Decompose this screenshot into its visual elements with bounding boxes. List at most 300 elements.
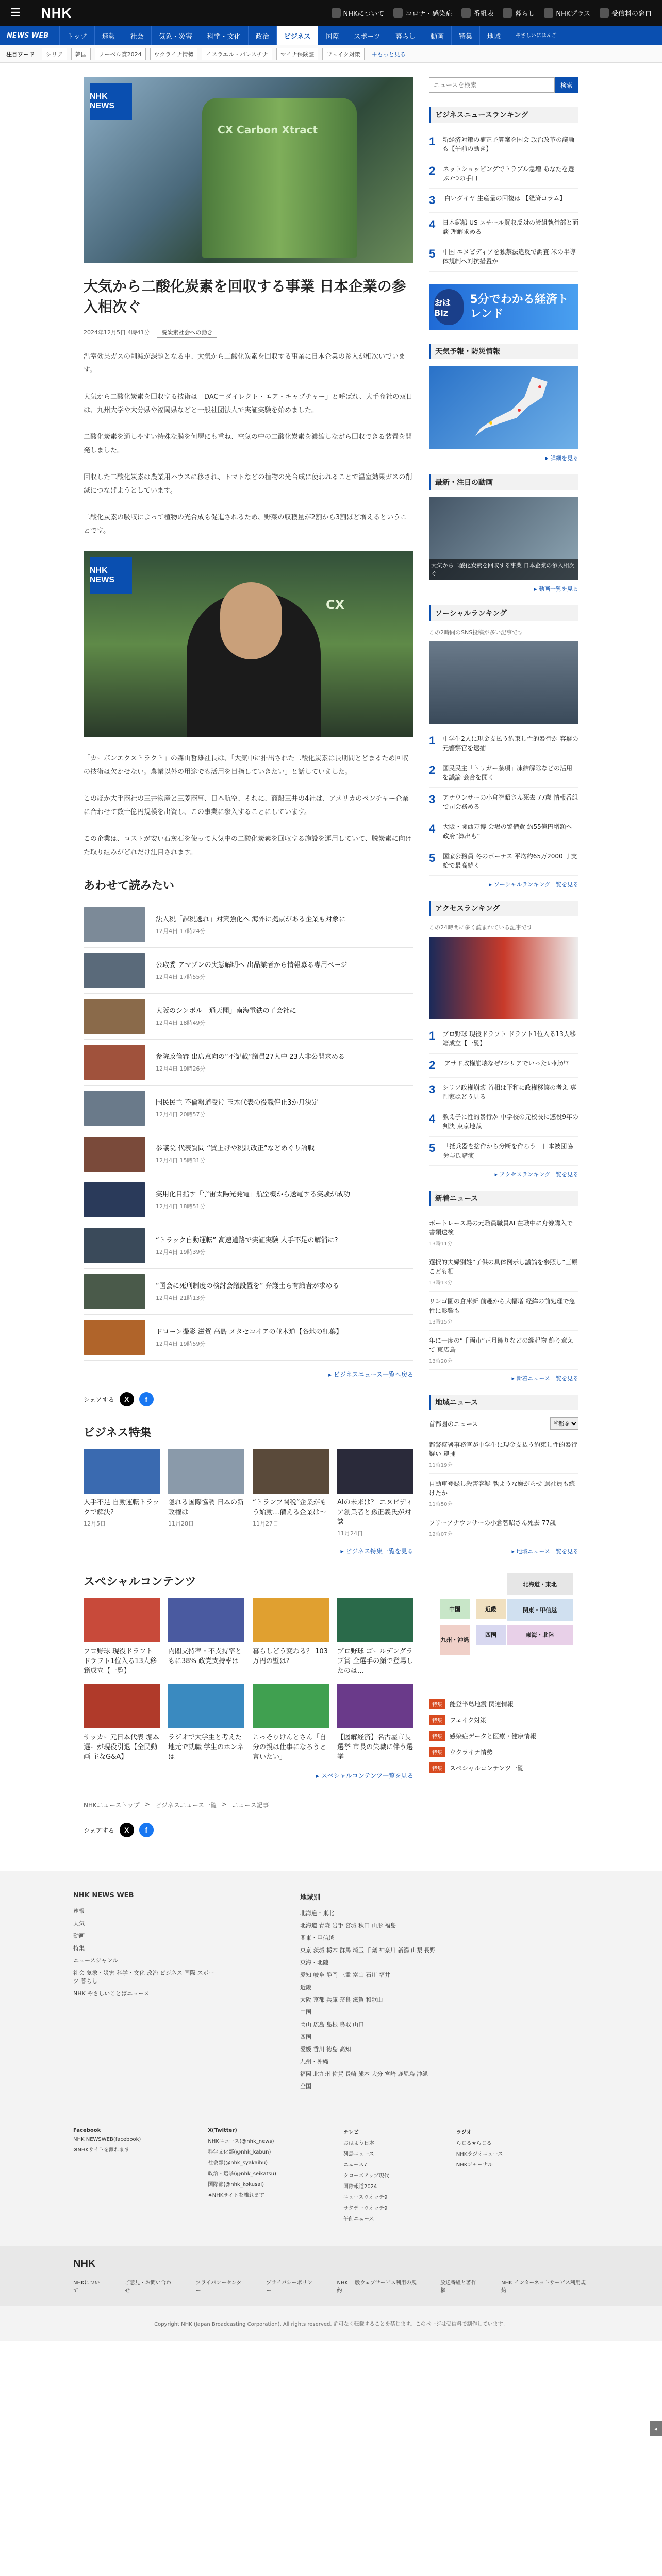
news-item[interactable] <box>429 1213 578 1252</box>
biz-feature-image <box>253 1449 329 1494</box>
footer-region-row[interactable]: 福岡 北九州 佐賀 長崎 熊本 大分 宮崎 鹿児島 沖縄 <box>300 2071 428 2077</box>
footer-sns-link[interactable]: ニュース7 <box>343 2162 367 2168</box>
footer-sns-link[interactable]: らじる★らじる <box>456 2141 492 2146</box>
special-tag-item[interactable] <box>429 1747 578 1757</box>
related-title: 大阪のシンボル「通天閣」南海電鉄の子会社に <box>156 1007 296 1015</box>
top-link[interactable] <box>503 8 535 18</box>
nav-item[interactable]: トップ <box>59 26 94 45</box>
japan-map-icon <box>429 366 578 449</box>
related-more-link[interactable]: ▸ ビジネスニュース一覧へ戻る <box>328 1371 413 1378</box>
biz-feature-card[interactable] <box>168 1449 244 1537</box>
local-news-label: 首都圏のニュース <box>429 1420 478 1428</box>
top-link-label: NHKについて <box>343 10 385 18</box>
related-text <box>156 1098 319 1118</box>
ranking-number: 5 <box>429 852 436 865</box>
keyword-more-link[interactable]: ＋もっと見る <box>371 50 406 58</box>
nav-item[interactable]: 暮らし <box>388 26 423 45</box>
related-thumbnail <box>84 1274 145 1309</box>
special-title: プロ野球 ゴールデングラブ賞 全選手の顔で登場したのは… <box>337 1648 413 1675</box>
ranking-title: プロ野球 現役ドラフト ドラフト1位入る13人移籍成立【一覧】 <box>442 1030 576 1047</box>
related-thumbnail <box>84 1091 145 1126</box>
related-title: 参院政倫審 出席意向の“不記載”議員27人中 23人非公開求める <box>156 1053 345 1061</box>
special-tag-list <box>429 1699 578 1773</box>
ranking-number: 2 <box>429 764 436 776</box>
keyword-chip[interactable]: イスラエル・パレスチナ <box>202 48 272 60</box>
social-ranking-list <box>429 729 578 876</box>
related-item[interactable] <box>84 1177 413 1223</box>
menu-icon[interactable]: ☰ <box>10 6 21 20</box>
nav-item[interactable]: 速報 <box>94 26 123 45</box>
local-news-more-link[interactable]: ▸ 地域ニュース一覧を見る <box>511 1548 578 1555</box>
keyword-chip[interactable]: フェイク対策 <box>322 48 364 60</box>
search-input[interactable] <box>429 77 555 93</box>
special-grid <box>84 1598 413 1762</box>
keyword-chip[interactable]: シリア <box>42 48 67 60</box>
special-tag-badge: 特集 <box>429 1699 445 1709</box>
biz-feature-title: “トランプ関税”企業がもう始動…備える企業は～ <box>253 1499 327 1516</box>
special-card[interactable] <box>253 1598 329 1676</box>
ranking-number: 3 <box>429 194 436 207</box>
footer-bottom <box>0 2246 662 2306</box>
top-link[interactable] <box>461 8 493 18</box>
footer-sns-col <box>456 2128 503 2225</box>
biz-feature-heading: ビジネス特集 <box>84 1427 152 1439</box>
ranking-item[interactable] <box>429 1107 578 1137</box>
ranking-title: ネットショッピングでトラブル急増 あなたを選ぶ7つの手口 <box>443 165 574 182</box>
nav-item[interactable]: 動画 <box>423 26 451 45</box>
special-tag-item[interactable] <box>429 1762 578 1773</box>
breadcrumb-item: ニュース記事 <box>232 1802 269 1809</box>
footer-sns-link[interactable]: NHKジャーナル <box>456 2162 493 2168</box>
region-button[interactable]: 東海・北陸 <box>506 1624 573 1645</box>
nav-item[interactable]: 気象・災害 <box>151 26 200 45</box>
special-title: ラジオで大学生と考えた 地元で就職 学生のホンネは <box>168 1734 244 1761</box>
footer-sns-link[interactable]: 国際報道2024 <box>343 2184 377 2190</box>
main-column <box>84 77 413 1851</box>
ranking-number: 2 <box>429 1059 436 1072</box>
related-date: 12月4日 17時55分 <box>156 974 206 980</box>
footer-region-row[interactable]: 東京 茨城 栃木 群馬 埼玉 千葉 神奈川 新潟 山梨 長野 <box>300 1947 436 1954</box>
special-tag-badge: 特集 <box>429 1731 445 1741</box>
footer-bottom-link[interactable]: NHK 一般ウェブサービス利用の規約 <box>337 2280 417 2294</box>
facebook-share-icon[interactable]: f <box>139 1392 154 1406</box>
local-news-list <box>429 1435 578 1543</box>
top-link[interactable] <box>393 8 452 18</box>
footer-sns-link[interactable]: クローズアップ現代 <box>343 2173 389 2179</box>
footer-region-row[interactable]: 愛媛 香川 徳島 高知 <box>300 2046 351 2053</box>
ranking-number: 5 <box>429 1142 436 1155</box>
news-item[interactable] <box>429 1474 578 1513</box>
news-title: 年に一度の“千両市”正月飾りなどの縁起物 飾り意えて 東広島 <box>429 1337 574 1353</box>
footer-link[interactable]: 動画 <box>73 1933 85 1939</box>
ranking-item[interactable] <box>429 846 578 876</box>
related-title: 実用化目指す「宇宙太陽光発電」航空機から送電する実験が成功 <box>156 1191 351 1198</box>
breadcrumb-item[interactable]: ビジネスニュース一覧 <box>155 1802 217 1809</box>
region-button[interactable]: 中国 <box>439 1599 470 1619</box>
footer-link[interactable]: 速報 <box>73 1908 85 1914</box>
nhk-logo[interactable]: NHK <box>41 5 72 21</box>
footer-sns-link[interactable]: ※NHKサイトを離れます <box>73 2147 130 2153</box>
top-link[interactable] <box>600 8 652 18</box>
article-paragraph: このほか大手商社の三井物産と三菱商事、日本航空、それに、商船三井の4社は、アメリカのベンチャー企業に合わせて数十億円規模を出資し、この事業に参入することにしています。 <box>84 795 409 816</box>
footer-region-row[interactable]: 四国 <box>300 2033 311 2040</box>
related-text <box>156 1327 342 1348</box>
biz-feature-date: 12月5日 <box>84 1520 106 1527</box>
related-date: 12月4日 17時24分 <box>156 928 206 935</box>
special-image <box>168 1598 244 1642</box>
article-tag[interactable]: 脱炭素社会への動き <box>157 327 217 338</box>
breadcrumb-item[interactable]: NHKニューストップ <box>84 1802 140 1809</box>
footer-region-row[interactable]: 九州・沖縄 <box>300 2058 328 2065</box>
biz-feature-grid <box>84 1449 413 1537</box>
ranking-item[interactable] <box>429 758 578 788</box>
special-card[interactable] <box>84 1684 160 1762</box>
weather-more-link[interactable]: ▸ 詳細を見る <box>545 455 578 462</box>
nav-item[interactable]: 政治 <box>248 26 276 45</box>
footer-sns-link[interactable]: おはよう日本 <box>343 2141 374 2146</box>
ranking-item[interactable] <box>429 1078 578 1107</box>
x-share-icon[interactable]: X <box>120 1392 134 1406</box>
ranking-title: 国家公務員 冬のボーナス 平均約65万2000円 支給で最高続く <box>442 853 577 869</box>
news-title: ボートレース場の元職員職員AI 在職中に舟券購入で書類送検 <box>429 1219 573 1236</box>
ranking-item[interactable] <box>429 817 578 846</box>
keyword-chip[interactable]: ウクライナ情勢 <box>150 48 198 60</box>
news-item[interactable] <box>429 1292 578 1331</box>
tank-label: CX Carbon Xtract <box>218 124 318 136</box>
nav-item[interactable]: 科学・文化 <box>200 26 248 45</box>
news-time: 11時19分 <box>429 1463 453 1468</box>
related-title: 法人税「課税逃れ」対策強化へ 海外に拠点がある企業も対象に <box>156 916 346 923</box>
related-date: 12月4日 19時39分 <box>156 1249 206 1256</box>
ranking-item[interactable] <box>429 729 578 758</box>
footer-sns-title: Facebook <box>73 2128 101 2133</box>
footer-link[interactable]: 社会 気象・災害 科学・文化 政治 ビジネス 国際 スポーツ 暮らし <box>73 1970 214 1985</box>
nhk-news-badge: NHK NEWS <box>90 83 132 120</box>
ranking-number: 4 <box>429 822 436 835</box>
related-item[interactable] <box>84 1086 413 1131</box>
access-more-link[interactable]: ▸ アクセスランキング一覧を見る <box>494 1171 578 1178</box>
footer-region-row[interactable]: 中国 <box>300 2009 311 2015</box>
special-tag-badge: 特集 <box>429 1715 445 1725</box>
search-button[interactable]: 検索 <box>555 77 578 93</box>
news-time: 12時07分 <box>429 1532 453 1537</box>
special-tag-label: 能登半島地震 関連情報 <box>450 1701 514 1708</box>
news-item[interactable] <box>429 1435 578 1474</box>
footer-bottom-link[interactable]: 放送番組と著作権 <box>440 2280 476 2294</box>
news-title: 選択的夫婦別姓“子供の具体例示し議論を参照し”三原こども相 <box>429 1259 578 1275</box>
weather-map[interactable] <box>429 366 578 449</box>
ranking-item[interactable] <box>429 213 578 242</box>
nav-item[interactable]: 社会 <box>123 26 151 45</box>
special-image <box>253 1684 329 1728</box>
related-item[interactable] <box>84 994 413 1040</box>
biz-feature-date: 11月28日 <box>168 1520 194 1527</box>
footer-sns-link[interactable]: 政治・選挙(@nhk_seikatsu) <box>208 2171 276 2177</box>
ranking-item[interactable] <box>429 1137 578 1166</box>
top-link[interactable] <box>332 8 385 18</box>
new-news-list <box>429 1213 578 1370</box>
related-thumbnail <box>84 1228 145 1263</box>
footer-bottom-link[interactable]: NHKについて <box>73 2280 100 2294</box>
ranking-number: 3 <box>429 1083 436 1096</box>
biz-feature-card[interactable] <box>84 1449 160 1537</box>
footer-sns-col <box>208 2128 276 2225</box>
social-more-link[interactable]: ▸ ソーシャルランキング一覧を見る <box>489 881 578 888</box>
scroll-top-button[interactable]: ◂ <box>650 2421 662 2436</box>
special-title: 【図解経済】名古屋市長選挙 市長の失職に伴う選挙 <box>337 1734 413 1761</box>
ranking-number: 1 <box>429 734 436 747</box>
footer-link[interactable]: NHK やさしいことばニュース <box>73 1990 150 1997</box>
ranking-title: 中国 エヌビディアを独禁法違反で調査 米の半導体規制へ対抗措置か <box>442 248 576 265</box>
nav-item-easy-japanese[interactable]: やさしいにほんご <box>508 26 564 45</box>
related-item[interactable] <box>84 1040 413 1086</box>
related-text <box>156 1144 315 1164</box>
region-button[interactable]: 九州・沖縄 <box>439 1624 470 1655</box>
footer-sns-title: X(Twitter) <box>208 2128 237 2133</box>
footer-sns-col <box>73 2128 141 2225</box>
related-thumbnail <box>84 1182 145 1217</box>
top-link-label: NHKプラス <box>556 10 590 18</box>
special-tag-label: ウクライナ情勢 <box>450 1749 493 1756</box>
footer-bottom-link[interactable]: NHK インターネットサービス利用規約 <box>501 2280 586 2294</box>
footer-sns-link[interactable]: NHKラジオニュース <box>456 2151 503 2157</box>
top-link-label: 番組表 <box>473 10 494 18</box>
special-card[interactable] <box>84 1598 160 1676</box>
ranking-title: 「抵兵器を捨作から分断を作ろう」日本被団協 労与氏講演 <box>443 1143 573 1159</box>
footer-col2 <box>300 1909 506 2090</box>
ranking-number: 1 <box>429 1029 436 1042</box>
related-title: 国民民主 不倫報道受け 玉木代表の役職停止3か月決定 <box>156 1099 319 1107</box>
footer-bottom-link[interactable]: ご意見・お問い合わせ <box>124 2280 171 2294</box>
news-title: フリーアナウンサーの小倉智昭さん死去 77歳 <box>429 1519 556 1527</box>
footer-link[interactable]: ニュースジャンル <box>73 1957 118 1964</box>
news-item[interactable] <box>429 1331 578 1370</box>
footer-sns-link[interactable]: ニュースウオッチ9 <box>343 2195 388 2200</box>
keyword-chip[interactable]: ノーベル賞2024 <box>95 48 146 60</box>
special-tag-label: フェイク対策 <box>450 1717 487 1724</box>
related-item[interactable] <box>84 1315 413 1361</box>
special-image <box>337 1598 413 1642</box>
top-link-label: 受信料の窓口 <box>611 10 652 18</box>
special-title: プロ野球 現役ドラフト ドラフト1位入る13人移籍成立【一覧】 <box>84 1648 157 1675</box>
news-title: 自動車登録し殺害容疑 執ような嫌がらせ 遺社員も続けたか <box>429 1480 575 1497</box>
footer-region-row[interactable]: 愛知 岐阜 静岡 三重 富山 石川 福井 <box>300 1972 390 1978</box>
ranking-item[interactable] <box>429 1054 578 1078</box>
related-item[interactable] <box>84 1131 413 1177</box>
related-date: 12月4日 15時31分 <box>156 1157 206 1164</box>
footer-region-row[interactable]: 近畿 <box>300 1984 311 1991</box>
region-button[interactable]: 四国 <box>475 1624 506 1645</box>
ohabiz-banner[interactable] <box>429 284 578 330</box>
ranking-item[interactable] <box>429 1024 578 1054</box>
footer-sns-link[interactable]: 国際部(@nhk_kokusai) <box>208 2182 264 2188</box>
biz-feature-date: 11月27日 <box>253 1520 278 1527</box>
footer-sns-link[interactable]: サタデーウオッチ9 <box>343 2206 388 2211</box>
hero-image <box>84 77 413 263</box>
special-tag-item[interactable] <box>429 1715 578 1725</box>
search-box <box>429 77 578 93</box>
article-photo <box>84 551 413 737</box>
top-link[interactable] <box>544 8 590 18</box>
related-text <box>156 914 345 935</box>
video-thumbnail[interactable] <box>429 497 578 580</box>
special-card[interactable] <box>337 1684 413 1762</box>
footer-sns-link[interactable]: ※NHKサイトを離れます <box>208 2193 264 2198</box>
special-image <box>84 1598 160 1642</box>
ranking-item[interactable] <box>429 788 578 817</box>
video-more-link[interactable]: ▸ 動画一覧を見る <box>534 586 578 592</box>
news-title: リンゴ園の倉庫新 前趣から大幅増 経緯の前処理で急性に影響も <box>429 1298 575 1314</box>
footer-bottom-link[interactable]: プライバシーセンター <box>195 2280 242 2294</box>
ranking-title: 国民民主「トリガー条項」凍結解除などの活用を議論 会合を開く <box>442 765 573 781</box>
article-paragraph: 二酸化炭素の吸収によって植物の光合成も促進されるため、野菜の収穫量が2割から3割ほど増えるということです。 <box>84 514 407 535</box>
related-text <box>156 1235 338 1256</box>
biz-feature-image <box>337 1449 413 1494</box>
weather-heading: 天気予報・防災情報 <box>429 344 578 359</box>
biz-feature-more-link[interactable]: ▸ ビジネス特集一覧を見る <box>340 1548 413 1555</box>
footer-sns-link[interactable]: 列島ニュース <box>343 2151 374 2157</box>
photo-face <box>220 582 282 659</box>
news-item[interactable] <box>429 1513 578 1543</box>
special-card[interactable] <box>168 1684 244 1762</box>
footer-sns-link[interactable]: 社会部(@nhk_syakaibu) <box>208 2160 268 2166</box>
biz-feature-date: 11月24日 <box>337 1530 363 1537</box>
related-list <box>84 902 413 1361</box>
ranking-item[interactable] <box>429 159 578 189</box>
footer-logo[interactable]: NHK <box>73 2258 96 2269</box>
related-thumbnail <box>84 1045 145 1080</box>
footer-region-row[interactable]: 北海道 青森 岩手 宮城 秋田 山形 福島 <box>300 1922 396 1929</box>
biz-feature-title: 人手不足 自動運転トラックで解決? <box>84 1499 159 1516</box>
video-caption: 大気から二酸化炭素を回収する事業 日本企業の参入相次ぐ <box>429 559 578 580</box>
ranking-number: 4 <box>429 1112 436 1125</box>
footer-bottom-link[interactable]: プライバシーポリシー <box>266 2280 312 2294</box>
access-ranking-list <box>429 1024 578 1166</box>
footer-sns-link[interactable]: NHK NEWSWEB(facebook) <box>73 2137 141 2142</box>
nav-item[interactable]: ビジネス <box>276 26 318 45</box>
footer-region-row[interactable]: 関東・甲信越 <box>300 1935 334 1941</box>
article-paragraph: 温室効果ガスの削減が課題となる中、大気から二酸化炭素を回収する事業に日本企業の参入が相次いでいます。 <box>84 353 406 374</box>
photo-cx-logo: CX <box>326 598 345 612</box>
x-share-icon[interactable]: X <box>120 1823 134 1837</box>
share-bar <box>84 1392 413 1406</box>
related-date: 12月4日 19時26分 <box>156 1065 206 1072</box>
nav-item[interactable]: 地域 <box>479 26 508 45</box>
facebook-share-icon[interactable]: f <box>139 1823 154 1837</box>
footer-region-row[interactable]: 大阪 京都 兵庫 奈良 滋賀 和歌山 <box>300 1996 383 2003</box>
dac-device <box>202 98 357 258</box>
footer-region-row[interactable]: 東海・北陸 <box>300 1959 328 1966</box>
social-heading: ソーシャルランキング <box>429 605 578 621</box>
top-link-icon <box>600 8 609 18</box>
footer-links <box>73 2278 589 2294</box>
breadcrumb <box>84 1801 413 1809</box>
nav-item[interactable]: 国際 <box>318 26 346 45</box>
footer-sns-title: テレビ <box>343 2130 359 2136</box>
special-tag-item[interactable] <box>429 1731 578 1741</box>
news-item[interactable] <box>429 1252 578 1292</box>
news-time: 13時13分 <box>429 1280 453 1286</box>
nhk-news-badge: NHK NEWS <box>90 557 132 594</box>
ranking-title: 大阪・関西万博 会場の警備費 約55億円増額へ 政府“算出も” <box>442 823 572 840</box>
related-thumbnail <box>84 1137 145 1172</box>
keyword-chip[interactable]: マイナ保険証 <box>276 48 319 60</box>
biz-feature-title: 隠れる国際協調 日本の新政権は <box>168 1499 244 1516</box>
related-item[interactable] <box>84 1269 413 1315</box>
ranking-item[interactable] <box>429 130 578 159</box>
biz-feature-image <box>168 1449 244 1494</box>
access-thumbnail[interactable] <box>429 937 578 1019</box>
news-web-brand[interactable]: NEWS WEB <box>7 31 49 40</box>
sidebar <box>429 77 578 1851</box>
ranking-title: 日本郵船 US スチール買収反対の労組執行部と面談 理解求める <box>442 219 578 235</box>
local-news-heading: 地域ニュース <box>429 1395 578 1410</box>
footer-sns-link[interactable]: 午前ニュース <box>343 2216 374 2222</box>
footer-link[interactable]: 特集 <box>73 1945 85 1952</box>
biz-feature-card[interactable] <box>337 1449 413 1537</box>
region-select[interactable] <box>550 1417 578 1430</box>
region-map <box>429 1568 578 1686</box>
nav-item[interactable]: スポーツ <box>346 26 387 45</box>
special-tag-item[interactable] <box>429 1699 578 1709</box>
special-card[interactable] <box>337 1598 413 1676</box>
article-paragraph: 大気から二酸化炭素を回収する技術は「DAC＝ダイレクト・エア・キャプチャー」と呼ばれ、大手商社の双日は、九州大学や大分県や福岡県などと一般社団法人で実証実験を始めました。 <box>84 393 413 414</box>
footer-region-row[interactable]: 北海道・東北 <box>300 1910 334 1917</box>
related-thumbnail <box>84 953 145 988</box>
footer-sns <box>73 2115 589 2225</box>
share-label: シェアする <box>84 1826 114 1834</box>
related-item[interactable] <box>84 902 413 948</box>
special-image <box>84 1684 160 1728</box>
special-title: 暮らしどう変わる？ 103万円の壁は? <box>253 1648 328 1665</box>
article-paragraph: この企業は、コストが安い石灰石を使って大気中の二酸化炭素を回収する施設を運用していて、脱炭素に向けた取り組みがどれだけ注目されます。 <box>84 835 412 856</box>
article-meta <box>84 327 413 338</box>
keyword-chip[interactable]: 韓国 <box>71 48 91 60</box>
article-paragraph: 「カーボンエクストラクト」の森山哲雄社長は、「大気中に排出された二酸化炭素は長期間とどまるため回収の技術は欠かせない。農業以外の用途でも活用を目指していきたい」と話していました。 <box>84 755 409 776</box>
nav-bar <box>0 26 662 45</box>
related-item[interactable] <box>84 948 413 994</box>
region-button[interactable]: 近畿 <box>475 1599 506 1619</box>
related-item[interactable] <box>84 1223 413 1269</box>
ranking-item[interactable] <box>429 242 578 272</box>
footer-sns-link[interactable]: 科学文化部(@nhk_kabun) <box>208 2149 271 2155</box>
related-date: 12月4日 18時51分 <box>156 1203 206 1210</box>
breadcrumb-separator: > <box>144 1801 150 1808</box>
special-card[interactable] <box>253 1684 329 1762</box>
ranking-item[interactable] <box>429 189 578 213</box>
social-sub: この2時間のSNS投稿が多い記事です <box>429 629 524 636</box>
article-title: 大気から二酸化炭素を回収する事業 日本企業の参入相次ぐ <box>84 278 406 315</box>
article-date: 2024年12月5日 4時41分 <box>84 329 150 336</box>
special-card[interactable] <box>168 1598 244 1676</box>
footer-link[interactable]: 天気 <box>73 1920 85 1927</box>
top-bar <box>0 0 662 26</box>
copyright: Copyright NHK (Japan Broadcasting Corporation). All rights reserved. 許可なく転載することを禁じます。このページは受信料で制作しています。 <box>154 2321 508 2327</box>
social-thumbnail[interactable] <box>429 641 578 724</box>
nav-item[interactable]: 特集 <box>451 26 479 45</box>
special-more-link[interactable]: ▸ スペシャルコンテンツ一覧を見る <box>316 1772 413 1780</box>
new-news-more-link[interactable]: ▸ 新着ニュース一覧を見る <box>511 1375 578 1382</box>
region-button[interactable]: 北海道・東北 <box>506 1573 573 1596</box>
footer-sns-link[interactable]: NHKニュース(@nhk_news) <box>208 2139 274 2144</box>
related-heading: あわせて読みたい <box>84 879 175 892</box>
footer-region-row[interactable]: 全国 <box>300 2083 311 2090</box>
footer-region-row[interactable]: 岡山 広島 島根 鳥取 山口 <box>300 2021 364 2028</box>
biz-feature-card[interactable] <box>253 1449 329 1537</box>
special-image <box>168 1684 244 1728</box>
access-heading: アクセスランキング <box>429 901 578 916</box>
region-button[interactable]: 関東・甲信越 <box>506 1599 573 1621</box>
